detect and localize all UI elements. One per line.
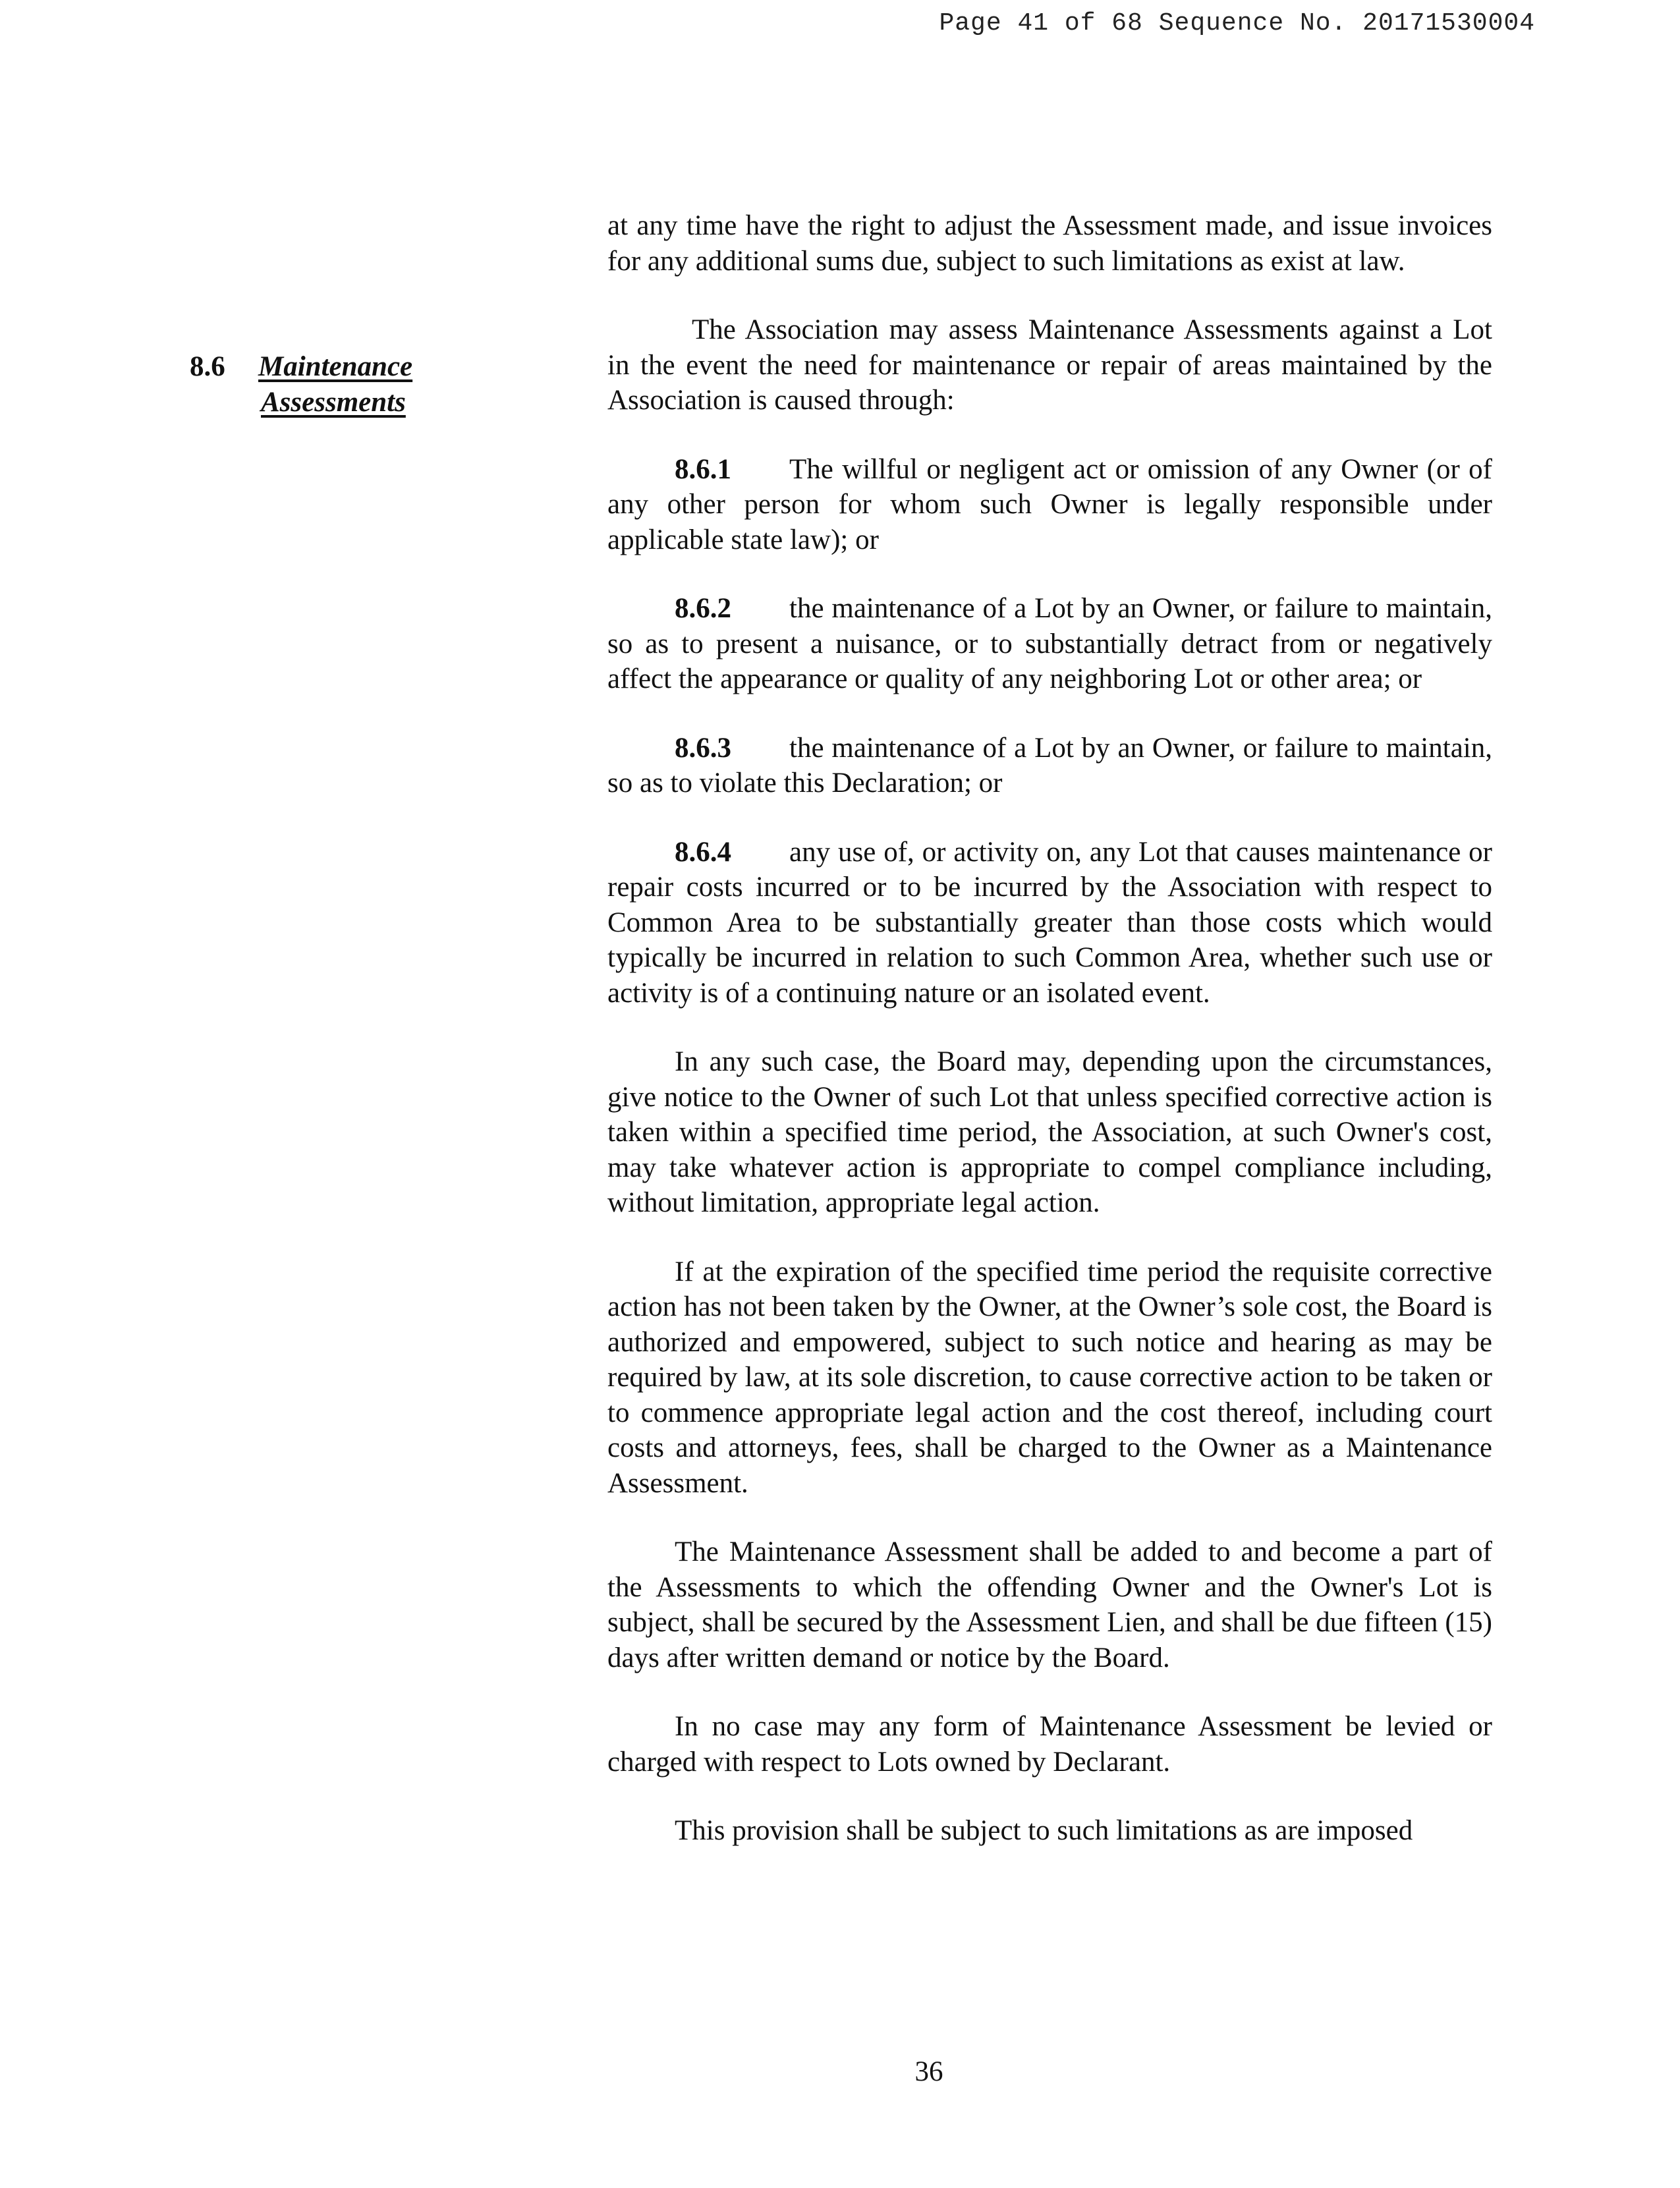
intro-paragraph: The Association may assess Maintenance Assessments against a Lot in the event the need for maintenance or repair of areas maintained by the Association is caused through: [607,314,1492,416]
provision-paragraph: This provision shall be subject to such limitations as are imposed [675,1815,1413,1846]
expiration-paragraph: If at the expiration of the specified time period the requisite corrective action has not been taken by the Owner, at the Owner’s sole cost, the Board is authorized and empowered, subject to such notice and hearing as may be required by law, at its sole discretion, to cause corrective action to be taken or to commence appropriate legal action and the cost thereof, including court costs and attorneys, fees, shall be charged to the Owner as a Maintenance Assessment. [607,1256,1492,1499]
page-header-stamp: Page 41 of 68 Sequence No. 20171530004 [939,9,1535,38]
body-text [607,208,1492,1849]
sub-item-text: any use of, or activity on, any Lot that causes maintenance or repair costs incurred or to be incurred by the Association with respect to Common Area to be substantially greater than those costs which would typically be incurred in relation to such Common Area, whether such use or activity is of a continuing nature or an isolated event. [607,836,1492,1009]
section-title-line-1: Maintenance [258,351,413,382]
section-title [258,349,412,420]
added-paragraph: The Maintenance Assessment shall be added to and become a part of the Assessments to which the offending Owner and the Owner's Lot is subject, shall be secured by the Assessment Lien, and shall be due fifteen (15) days after written demand or notice by the Board. [607,1536,1492,1673]
sub-item-number: 8.6.3 [675,732,731,764]
sub-item-8-6-4 [607,835,1492,1011]
sub-item-8-6-2 [607,591,1492,697]
continuation-paragraph: at any time have the right to adjust the Assessment made, and issue invoices for any additional sums due, subject to such limitations as exist at law. [607,210,1492,277]
sub-item-8-6-3 [607,731,1492,801]
section-heading [190,349,412,420]
sub-item-text: the maintenance of a Lot by an Owner, or failure to maintain, so as to present a nuisance, or to substantially detract from or negatively affect the appearance or quality of any neighboring Lot or other area; or [607,593,1492,694]
sub-item-text: the maintenance of a Lot by an Owner, or failure to maintain, so as to violate this Declaration; or [607,732,1492,799]
section-number: 8.6 [190,351,225,382]
sub-item-text: The willful or negligent act or omission of any Owner (or of any other person for whom such Owner is legally responsible under applicable state law); or [607,453,1492,555]
sub-item-8-6-1 [607,452,1492,558]
notice-paragraph: In any such case, the Board may, depending upon the circumstances, give notice to the Owner of such Lot that unless specified corrective action is taken within a specified time period, the Association, at such Owner's cost, may take whatever action is appropriate to compel compliance including, without limitation, appropriate legal action. [607,1046,1492,1218]
sub-item-number: 8.6.4 [675,836,731,868]
page-number: 36 [914,2056,943,2087]
declarant-paragraph: In no case may any form of Maintenance Assessment be levied or charged with respect to Lots owned by Declarant. [607,1711,1492,1778]
section-title-line-2: Assessments [261,387,406,418]
sub-item-number: 8.6.1 [675,453,731,485]
sub-item-number: 8.6.2 [675,593,731,624]
